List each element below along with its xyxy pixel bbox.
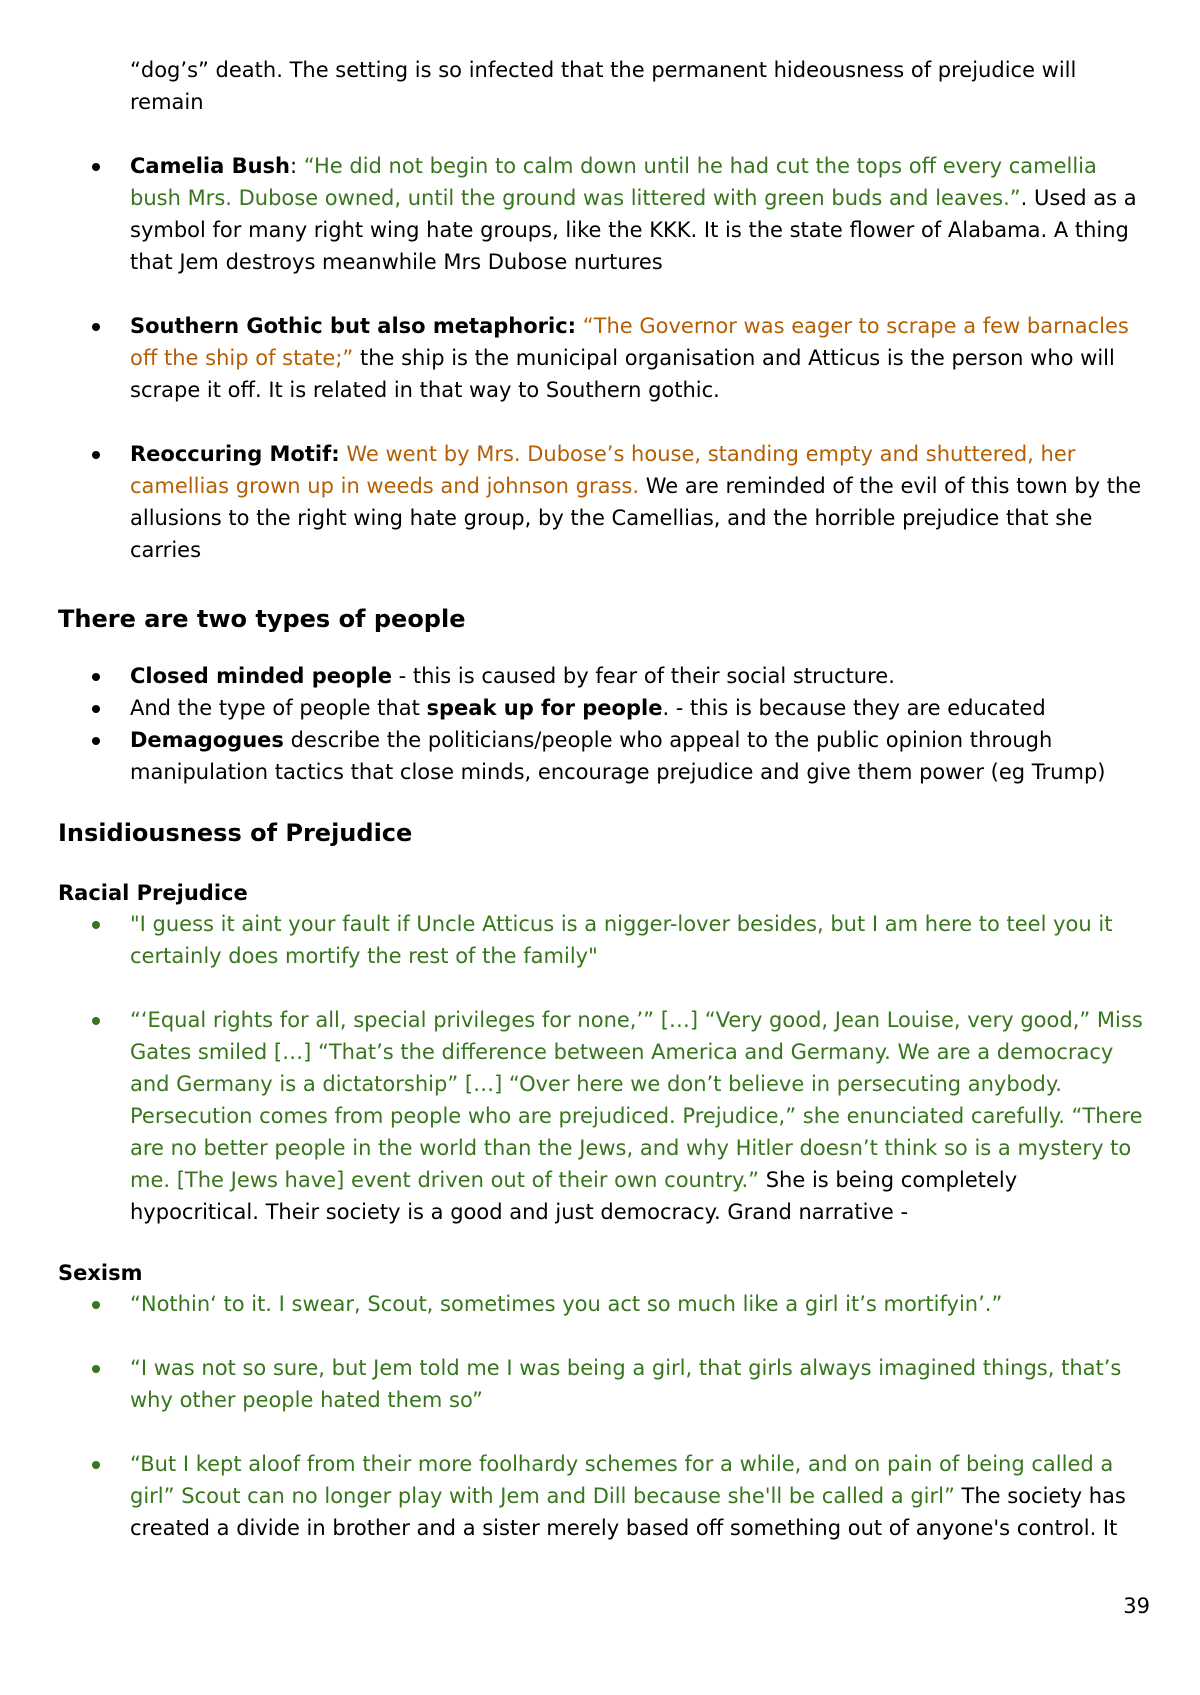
separator — [576, 314, 583, 338]
item-label: Southern Gothic but also metaphoric: — [130, 314, 577, 338]
section-heading-two-types: There are two types of people — [58, 605, 466, 633]
bullet-icon — [92, 451, 100, 459]
quote-text: “But I kept aloof from their more foolhardy schemes for a while, and on pain of being called a girl” Scout can no longer play with Jem and Dill because she'll be called a girl” — [130, 1452, 1114, 1508]
item-text: And the type of people that — [130, 696, 427, 720]
item-text: - this is caused by fear of their social structure. — [391, 664, 895, 688]
symbol-list — [58, 150, 1148, 566]
item-text: describe the politicians/people who appeal to the public opinion through manipulation tactics that close minds, encourage prejudice and give them power (eg Trump) — [130, 728, 1106, 784]
page-number: 39 — [1123, 1594, 1150, 1618]
quote-text: “I was not so sure, but Jem told me I was being a girl, that girls always imagined things, that’s why other people hated them so” — [130, 1356, 1122, 1412]
item-label: Demagogues — [130, 728, 284, 752]
commentary-text: She is being completely hypocritical. Their society is a good and just democracy. Grand narrative - — [130, 1168, 1018, 1224]
quote-text: "I guess it aint your fault if Uncle Atticus is a nigger-lover besides, but I am here to teel you it certainly does mortify the rest of the family" — [130, 912, 1113, 968]
continued-paragraph: “dog’s” death. The setting is so infected that the permanent hideousness of prejudice will remain — [130, 58, 1077, 114]
bullet-icon — [92, 1461, 100, 1469]
list-item-sexism-quote-1 — [58, 1288, 1148, 1320]
bullet-icon — [92, 1301, 100, 1309]
bullet-icon — [92, 163, 100, 171]
two-types-list — [58, 660, 1148, 788]
item-label: speak up for people — [426, 696, 663, 720]
subheading-sexism: Sexism — [58, 1261, 143, 1285]
list-item-demagogues — [58, 724, 1148, 788]
sexism-list — [58, 1288, 1148, 1544]
quote-text: “The Governor was eager to scrape a few barnacles off the ship of state;” — [130, 314, 1129, 370]
quote-text: “He did not begin to calm down until he had cut the tops off every camellia bush Mrs. Dubose owned, until the ground was littered with green buds and leaves.” — [130, 154, 1097, 210]
commentary-text: the ship is the municipal organisation and Atticus is the person who will scrape it off. It is related in that way to Southern gothic. — [130, 346, 1115, 402]
item-label: Camelia Bush — [130, 154, 290, 178]
subheading-racial-prejudice: Racial Prejudice — [58, 881, 248, 905]
bullet-icon — [92, 737, 100, 745]
commentary-text: The society has created a divide in brother and a sister merely based off something out of anyone's control. It — [130, 1484, 1126, 1540]
list-item-reoccuring-motif — [58, 438, 1148, 566]
bullet-icon — [92, 673, 100, 681]
list-item-closed-minded — [58, 660, 1148, 692]
quote-text: “‘Equal rights for all, special privileges for none,’” […] “Very good, Jean Louise, very good,” Miss Gates smiled […] “That’s the difference between America and Germany. We are a democracy and Germany is a dictatorship” […] “Over here we don’t believe in persecuting anybody. Persecution comes from people who are prejudiced. Prejudice,” she enunciated carefully. “There are no better people in the world than the Jews, and why Hitler doesn’t think so is a mystery to me. [The Jews have] event driven out of their own country.” — [130, 1008, 1143, 1192]
list-item-sexism-quote-3 — [58, 1448, 1148, 1544]
section-heading-insidiousness: Insidiousness of Prejudice — [58, 819, 413, 847]
commentary-text: . Used as a symbol for many right wing hate groups, like the KKK. It is the state flower of Alabama. A thing that Jem destroys meanwhile Mrs Dubose nurtures — [130, 186, 1137, 274]
list-item-sexism-quote-2 — [58, 1352, 1148, 1416]
page-content — [58, 54, 1148, 1544]
bullet-icon — [92, 323, 100, 331]
separator: : — [290, 154, 304, 178]
quote-text: “Nothin‘ to it. I swear, Scout, sometimes you act so much like a girl it’s mortifyin’.” — [130, 1292, 1003, 1316]
list-item-southern-gothic — [58, 310, 1148, 406]
commentary-text: We are reminded of the evil of this town by the allusions to the right wing hate group, by the Camellias, and the horrible prejudice that she carries — [130, 474, 1142, 562]
bullet-icon — [92, 921, 100, 929]
item-label: Reoccuring Motif: — [130, 442, 340, 466]
item-text: . - this is because they are educated — [662, 696, 1046, 720]
item-label: Closed minded people — [130, 664, 392, 688]
bullet-icon — [92, 1365, 100, 1373]
list-item-camelia-bush — [58, 150, 1148, 278]
bullet-icon — [92, 1017, 100, 1025]
list-item-speak-up — [58, 692, 1148, 724]
quote-text: We went by Mrs. Dubose’s house, standing empty and shuttered, her camellias grown up in weeds and johnson grass. — [130, 442, 1076, 498]
list-item-racial-quote-1 — [58, 908, 1148, 972]
bullet-icon — [92, 705, 100, 713]
list-item-racial-quote-2 — [58, 1004, 1148, 1228]
racial-prejudice-list — [58, 908, 1148, 1228]
